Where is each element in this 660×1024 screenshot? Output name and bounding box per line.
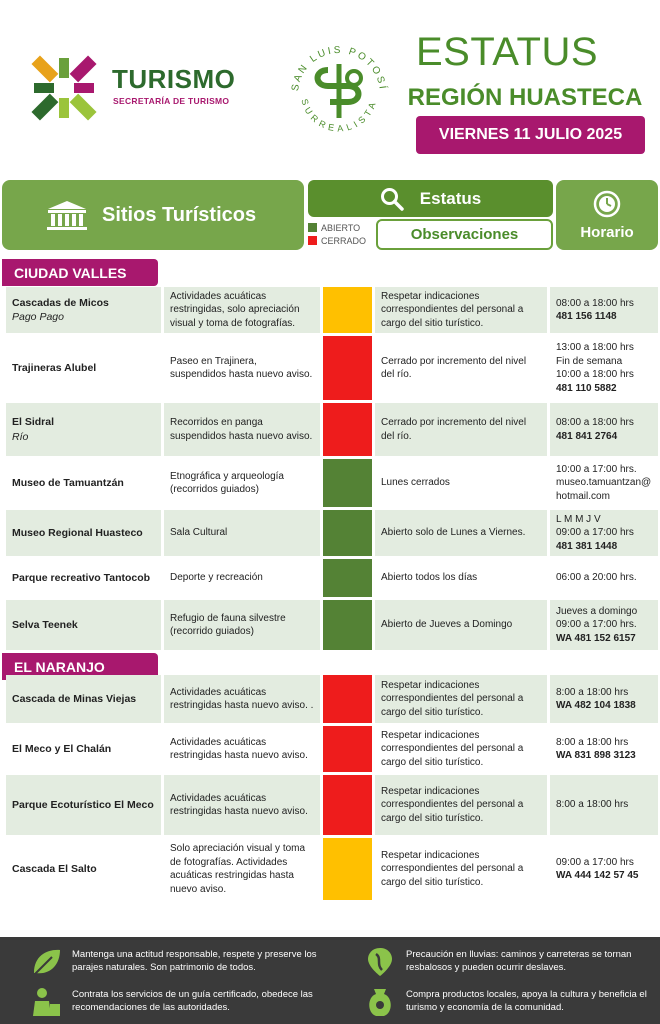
site-name: Parque Ecoturístico El Meco: [12, 798, 154, 811]
hours-line: Fin de semana: [556, 355, 623, 367]
hours-line: 09:00 a 17:00 hrs.: [556, 619, 637, 631]
observation-text: Abierto de Jueves a Domingo: [381, 619, 513, 631]
site-name: Cascada El Salto: [12, 862, 97, 875]
status-indicator: [323, 675, 372, 723]
activity-cell: [164, 775, 320, 835]
site-name-cell: [6, 559, 161, 597]
phone-number: 481 110 5882: [556, 382, 617, 394]
site-name-cell: [6, 459, 161, 507]
activity-cell: [164, 287, 320, 333]
observation-cell: [375, 838, 547, 900]
hours-cell: [550, 459, 658, 507]
status-legend: [308, 221, 372, 249]
hours-line: 10:00 a 18:00 hrs: [556, 369, 634, 380]
footer-tip: [364, 985, 654, 1019]
hours-cell: [550, 775, 658, 835]
status-indicator: [323, 775, 372, 835]
activity-cell: [164, 838, 320, 900]
status-indicator: [323, 403, 372, 456]
activity-cell: [164, 559, 320, 597]
search-icon: [380, 187, 404, 211]
hours-line: 09:00 a 17:00 hrs: [556, 527, 634, 539]
status-indicator: [323, 459, 372, 507]
site-name-cell: [6, 336, 161, 400]
footer-tip-text: Contrata los servicios de un guía certificado, obedece las recomendaciones de las autoridades.: [72, 989, 313, 1013]
observation-text: Abierto solo de Lunes a Viernes.: [381, 527, 526, 539]
observation-text: Respetar indicaciones correspondientes del personal a cargo del sitio turístico.: [381, 290, 524, 329]
observation-cell: [375, 775, 547, 835]
site-name: Parque recreativo Tantocob: [12, 571, 151, 584]
activity-text: Sala Cultural: [170, 527, 228, 539]
site-name: El Sidral: [12, 416, 55, 429]
footer: [0, 937, 660, 1024]
table-row: [6, 287, 658, 333]
hours-line: Jueves a domingo: [556, 605, 638, 617]
hours-cell: [550, 559, 658, 597]
site-name: Cascadas de Micos: [12, 296, 109, 309]
site-name: El Meco y El Chalán: [12, 742, 112, 755]
table-row: [6, 726, 658, 772]
hours-line: hotmail.com: [556, 490, 610, 502]
observation-cell: [375, 559, 547, 597]
observation-cell: [375, 510, 547, 556]
site-name-cell: [6, 726, 161, 772]
observation-cell: [375, 287, 547, 333]
hours-line: 8:00 a 18:00 hrs: [556, 799, 629, 811]
hours-cell: [550, 600, 658, 650]
header-estatus-label: Estatus: [419, 188, 482, 208]
activity-cell: [164, 336, 320, 400]
status-indicator: [323, 510, 372, 556]
header-estatus: [308, 180, 553, 217]
hours-line: museo.tamuantzan@: [556, 477, 652, 489]
date-text: VIERNES 11 JULIO 2025: [438, 126, 623, 143]
activity-text: Paseo en Trajinera, suspendidos hasta nuevo aviso.: [170, 355, 313, 380]
site-subname: Pago Pago: [12, 311, 64, 323]
hours-cell: [550, 838, 658, 900]
status-indicator: [323, 559, 372, 597]
activity-text: Solo apreciación visual y toma de fotografías. Actividades acuáticas restringidas hasta nuevo aviso.: [170, 843, 306, 895]
activity-text: Recorridos en panga suspendidos hasta nuevo aviso.: [170, 417, 313, 442]
footer-tip: [30, 945, 330, 979]
status-indicator: [323, 726, 372, 772]
hours-cell: [550, 510, 658, 556]
header-horario-label: Horario: [580, 223, 634, 241]
status-indicator: [323, 600, 372, 650]
observation-cell: [375, 600, 547, 650]
observation-cell: [375, 726, 547, 772]
observation-cell: [375, 459, 547, 507]
hours-cell: [550, 287, 658, 333]
site-name-cell: [6, 675, 161, 723]
footer-tip-text: Precaución en lluvias: caminos y carreteras se tornan resbalosos y pueden ocurrir deslaves.: [406, 949, 632, 973]
header-observaciones: [376, 219, 553, 250]
site-name: Museo Regional Huasteco: [12, 526, 143, 539]
observation-text: Cerrado por incremento del nivel del río.: [381, 417, 527, 442]
footer-tip: [364, 945, 654, 979]
site-name: Selva Teenek: [12, 618, 78, 631]
date-banner: [416, 116, 645, 154]
road-pin-icon: [364, 946, 396, 978]
header-observaciones-label: Observaciones: [410, 226, 519, 243]
site-name: Trajineras Alubel: [12, 361, 97, 374]
phone-number: WA 831 898 3123: [556, 750, 636, 761]
observation-text: Respetar indicaciones correspondientes del personal a cargo del sitio turístico.: [381, 785, 524, 824]
activity-text: Actividades acuáticas restringidas hasta nuevo aviso.: [170, 792, 308, 817]
section-title: EL NARANJO: [14, 658, 105, 675]
activity-text: Actividades acuáticas restringidas hasta nuevo aviso.: [170, 736, 308, 761]
activity-cell: [164, 403, 320, 456]
site-name-cell: [6, 838, 161, 900]
pottery-icon: [364, 986, 396, 1018]
observation-text: Respetar indicaciones correspondientes del personal a cargo del sitio turístico.: [381, 729, 524, 768]
table-row: [6, 600, 658, 650]
hours-cell: [550, 336, 658, 400]
site-name-cell: [6, 403, 161, 456]
phone-number: 481 156 1148: [556, 311, 617, 322]
activity-text: Refugio de fauna silvestre (recorrido guiados): [170, 612, 286, 637]
hours-line: 13:00 a 18:00 hrs: [556, 342, 634, 353]
site-subname: Río: [12, 430, 29, 443]
san-luis-potosi-seal: [284, 36, 394, 146]
footer-tip-text: Mantenga una actitud responsable, respete y preserve los parajes naturales. Son patrimonio de todos.: [72, 949, 317, 973]
turismo-logo-icon: [22, 46, 106, 130]
phone-number: 481 841 2764: [556, 430, 618, 442]
table-row: [6, 559, 658, 597]
activity-cell: [164, 675, 320, 723]
footer-tip: [30, 985, 330, 1019]
activity-cell: [164, 600, 320, 650]
page-title: ESTATUS: [415, 30, 599, 74]
hours-line: 8:00 a 18:00 hrs: [556, 736, 629, 748]
section-ciudad-valles: [2, 259, 158, 286]
table-row: [6, 675, 658, 723]
site-name-cell: [6, 600, 161, 650]
hours-line: 08:00 a 18:00 hrs: [556, 417, 634, 428]
hours-line: 09:00 a 17:00 hrs: [556, 856, 634, 868]
seal-top-text: SAN LUIS POTOSÍ: [289, 44, 388, 92]
hours-cell: [550, 726, 658, 772]
guide-icon: [30, 986, 62, 1018]
site-name: Museo de Tamuantzán: [12, 476, 124, 489]
phone-number: WA 482 104 1838: [556, 700, 636, 711]
phone-number: 481 381 1448: [556, 540, 618, 552]
site-name-cell: [6, 510, 161, 556]
activity-text: Actividades acuáticas restringidas, solo apreciación visual y toma de fotografías.: [170, 290, 300, 329]
hours-line: 8:00 a 18:00 hrs: [556, 686, 629, 698]
observation-cell: [375, 403, 547, 456]
activity-text: Deporte y recreación: [170, 572, 263, 584]
status-indicator: [323, 838, 372, 900]
hours-cell: [550, 403, 658, 456]
logo-title: TURISMO: [112, 64, 236, 94]
activity-cell: [164, 726, 320, 772]
observation-cell: [375, 675, 547, 723]
hours-line: 06:00 a 20:00 hrs.: [556, 572, 637, 584]
table-row: [6, 459, 658, 507]
site-name-cell: [6, 775, 161, 835]
legend-closed-label: CERRADO: [321, 235, 367, 246]
observation-text: Abierto todos los días: [381, 572, 478, 584]
hours-line: L M M J V: [556, 513, 601, 525]
status-indicator: [323, 336, 372, 400]
phone-number: WA 481 152 6157: [556, 632, 636, 644]
leaf-icon: [30, 947, 62, 977]
site-name: Cascada de Minas Viejas: [12, 692, 137, 705]
legend-open-swatch: [308, 223, 317, 232]
region-title: REGIÓN HUASTECA: [407, 84, 643, 111]
observation-text: Cerrado por incremento del nivel del río.: [381, 355, 527, 380]
activity-cell: [164, 510, 320, 556]
header-sitios: [2, 180, 304, 250]
hours-line: 10:00 a 17:00 hrs.: [556, 463, 637, 475]
activity-text: Etnográfica y arqueología (recorridos guiados): [170, 470, 284, 495]
status-indicator: [323, 287, 372, 333]
observation-text: Lunes cerrados: [381, 477, 450, 489]
table-row: [6, 838, 658, 900]
footer-tip-text: Compra productos locales, apoya la cultura y beneficia el turismo y economía de la comunidad.: [406, 989, 647, 1013]
table-row: [6, 403, 658, 456]
table-row: [6, 510, 658, 556]
activity-cell: [164, 459, 320, 507]
legend-open-label: ABIERTO: [321, 222, 361, 233]
header-sitios-label: Sitios Turísticos: [102, 203, 257, 226]
table-row: [6, 775, 658, 835]
hours-cell: [550, 675, 658, 723]
hours-line: 08:00 a 18:00 hrs: [556, 297, 634, 309]
table-row: [6, 336, 658, 400]
phone-number: WA 444 142 57 45: [556, 870, 639, 881]
observation-cell: [375, 336, 547, 400]
activity-text: Actividades acuáticas restringidas hasta nuevo aviso. .: [170, 686, 314, 711]
seal-bottom-text: SURREALISTA: [299, 97, 379, 134]
header-horario: [556, 180, 658, 250]
observation-text: Respetar indicaciones correspondientes del personal a cargo del sitio turístico.: [381, 849, 524, 888]
logo-subtitle: SECRETARÍA DE TURISMO: [113, 96, 230, 106]
museum-icon: [46, 199, 88, 231]
clock-icon: [593, 190, 621, 218]
section-title: CIUDAD VALLES: [14, 264, 127, 281]
observation-text: Respetar indicaciones correspondientes del personal a cargo del sitio turístico.: [381, 679, 524, 718]
site-name-cell: [6, 287, 161, 333]
legend-closed-swatch: [308, 236, 317, 245]
